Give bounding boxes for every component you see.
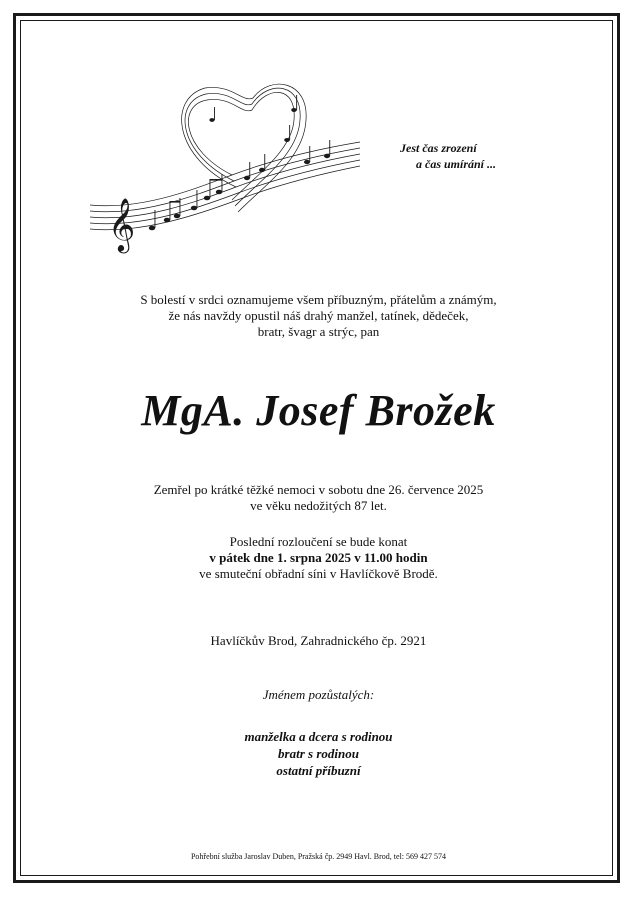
footer-text: Pohřební služba Jaroslav Duben, Pražská čp. 2949 Havl. Brod, tel: 569 427 574	[190, 852, 447, 861]
mourners-label	[0, 687, 637, 703]
death-details	[0, 482, 637, 514]
music-heart-illustration	[82, 80, 372, 255]
mourners-list	[0, 728, 637, 779]
death-line-1: Zemřel po krátké těžké nemoci v sobotu dne 26. července 2025	[153, 482, 484, 497]
intro-line-2: že nás navždy opustil náš drahý manžel, tatínek, dědeček,	[168, 308, 469, 323]
address-line: Havlíčkův Brod, Zahradnického čp. 2921	[210, 633, 427, 648]
quote-line-2: a čas umírání ...	[416, 157, 497, 171]
mourners-label-text: Jménem pozůstalých:	[262, 687, 375, 702]
intro-line-1: S bolestí v srdci oznamujeme všem příbuzným, přátelům a známým,	[140, 292, 497, 307]
death-line-2: ve věku nedožitých 87 let.	[250, 498, 387, 513]
funeral-date-time: v pátek dne 1. srpna 2025 v 11.00 hodin	[209, 550, 428, 565]
funeral-location: ve smuteční obřadní síni v Havlíčkově Brodě.	[199, 566, 438, 581]
mourner-item: ostatní příbuzní	[276, 763, 361, 778]
funeral-line-1: Poslední rozloučení se bude konat	[229, 534, 408, 549]
footer	[0, 852, 637, 862]
deceased-name: MgA. Josef Brožek	[141, 386, 496, 435]
intro-line-3: bratr, švagr a strýc, pan	[257, 324, 380, 339]
mourner-item: manželka a dcera s rodinou	[244, 729, 393, 744]
announcement-intro	[0, 292, 637, 340]
treble-clef-icon: 𝄞	[108, 197, 136, 251]
address	[0, 633, 637, 649]
quote-line-1: Jest čas zrození	[400, 141, 477, 155]
quote	[400, 140, 540, 172]
funeral-details	[0, 534, 637, 582]
mourner-item: bratr s rodinou	[278, 746, 359, 761]
